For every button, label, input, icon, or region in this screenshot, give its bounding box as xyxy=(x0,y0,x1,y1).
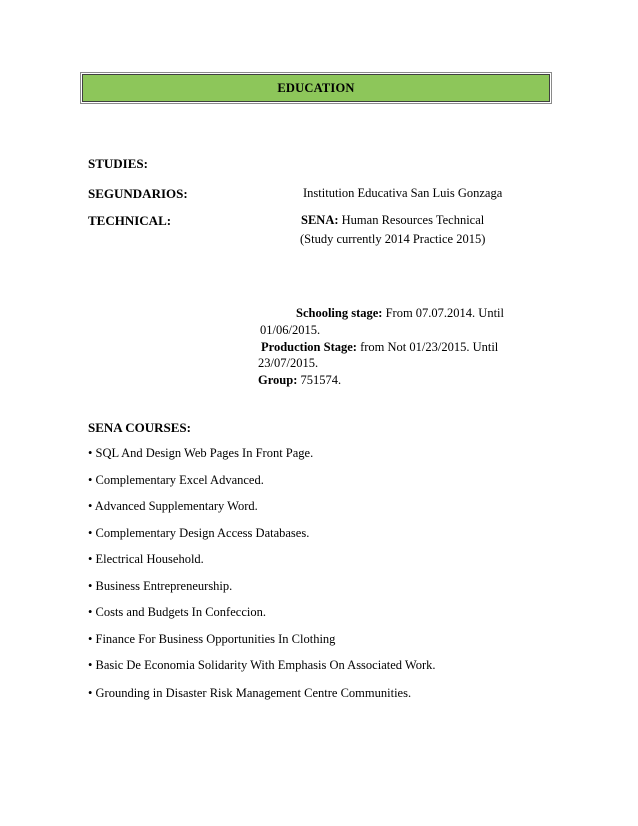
production-label: Production Stage: xyxy=(261,340,357,354)
production-value: from Not 01/23/2015. Until xyxy=(360,340,499,354)
technical-value: Human Resources Technical xyxy=(341,213,485,227)
course-item: • SQL And Design Web Pages In Front Page. xyxy=(88,446,314,460)
studies-heading: STUDIES: xyxy=(88,156,148,171)
course-item: • Basic De Economia Solidarity With Emphasis On Associated Work. xyxy=(88,658,436,672)
group-value: 751574. xyxy=(300,373,342,387)
course-item: • Finance For Business Opportunities In Clothing xyxy=(88,632,336,646)
schooling-line xyxy=(296,306,504,321)
technical-note: (Study currently 2014 Practice 2015) xyxy=(300,232,486,246)
course-item: • Business Entrepreneurship. xyxy=(88,579,233,593)
section-title: EDUCATION xyxy=(277,80,355,95)
course-item: • Complementary Excel Advanced. xyxy=(88,473,264,487)
course-item: • Grounding in Disaster Risk Management Centre Communities. xyxy=(88,686,412,700)
group-label: Group: xyxy=(258,373,298,387)
production-line xyxy=(261,340,498,355)
secondary-label: SEGUNDARIOS: xyxy=(88,186,188,201)
technical-line xyxy=(301,213,484,228)
education-banner xyxy=(82,74,550,102)
technical-label: TECHNICAL: xyxy=(88,213,172,228)
production-end: 23/07/2015. xyxy=(258,356,319,370)
group-line xyxy=(258,373,341,388)
course-item: • Costs and Budgets In Confeccion. xyxy=(88,605,266,619)
schooling-value: From 07.07.2014. Until xyxy=(385,306,505,320)
secondary-value: Institution Educativa San Luis Gonzaga xyxy=(303,186,503,200)
course-item: • Advanced Supplementary Word. xyxy=(88,499,258,513)
courses-heading: SENA COURSES: xyxy=(88,420,191,435)
schooling-label: Schooling stage: xyxy=(296,306,383,320)
schooling-end: 01/06/2015. xyxy=(260,323,321,337)
course-item: • Electrical Household. xyxy=(88,552,204,566)
course-item: • Complementary Design Access Databases. xyxy=(88,526,310,540)
technical-org: SENA: xyxy=(301,213,339,227)
